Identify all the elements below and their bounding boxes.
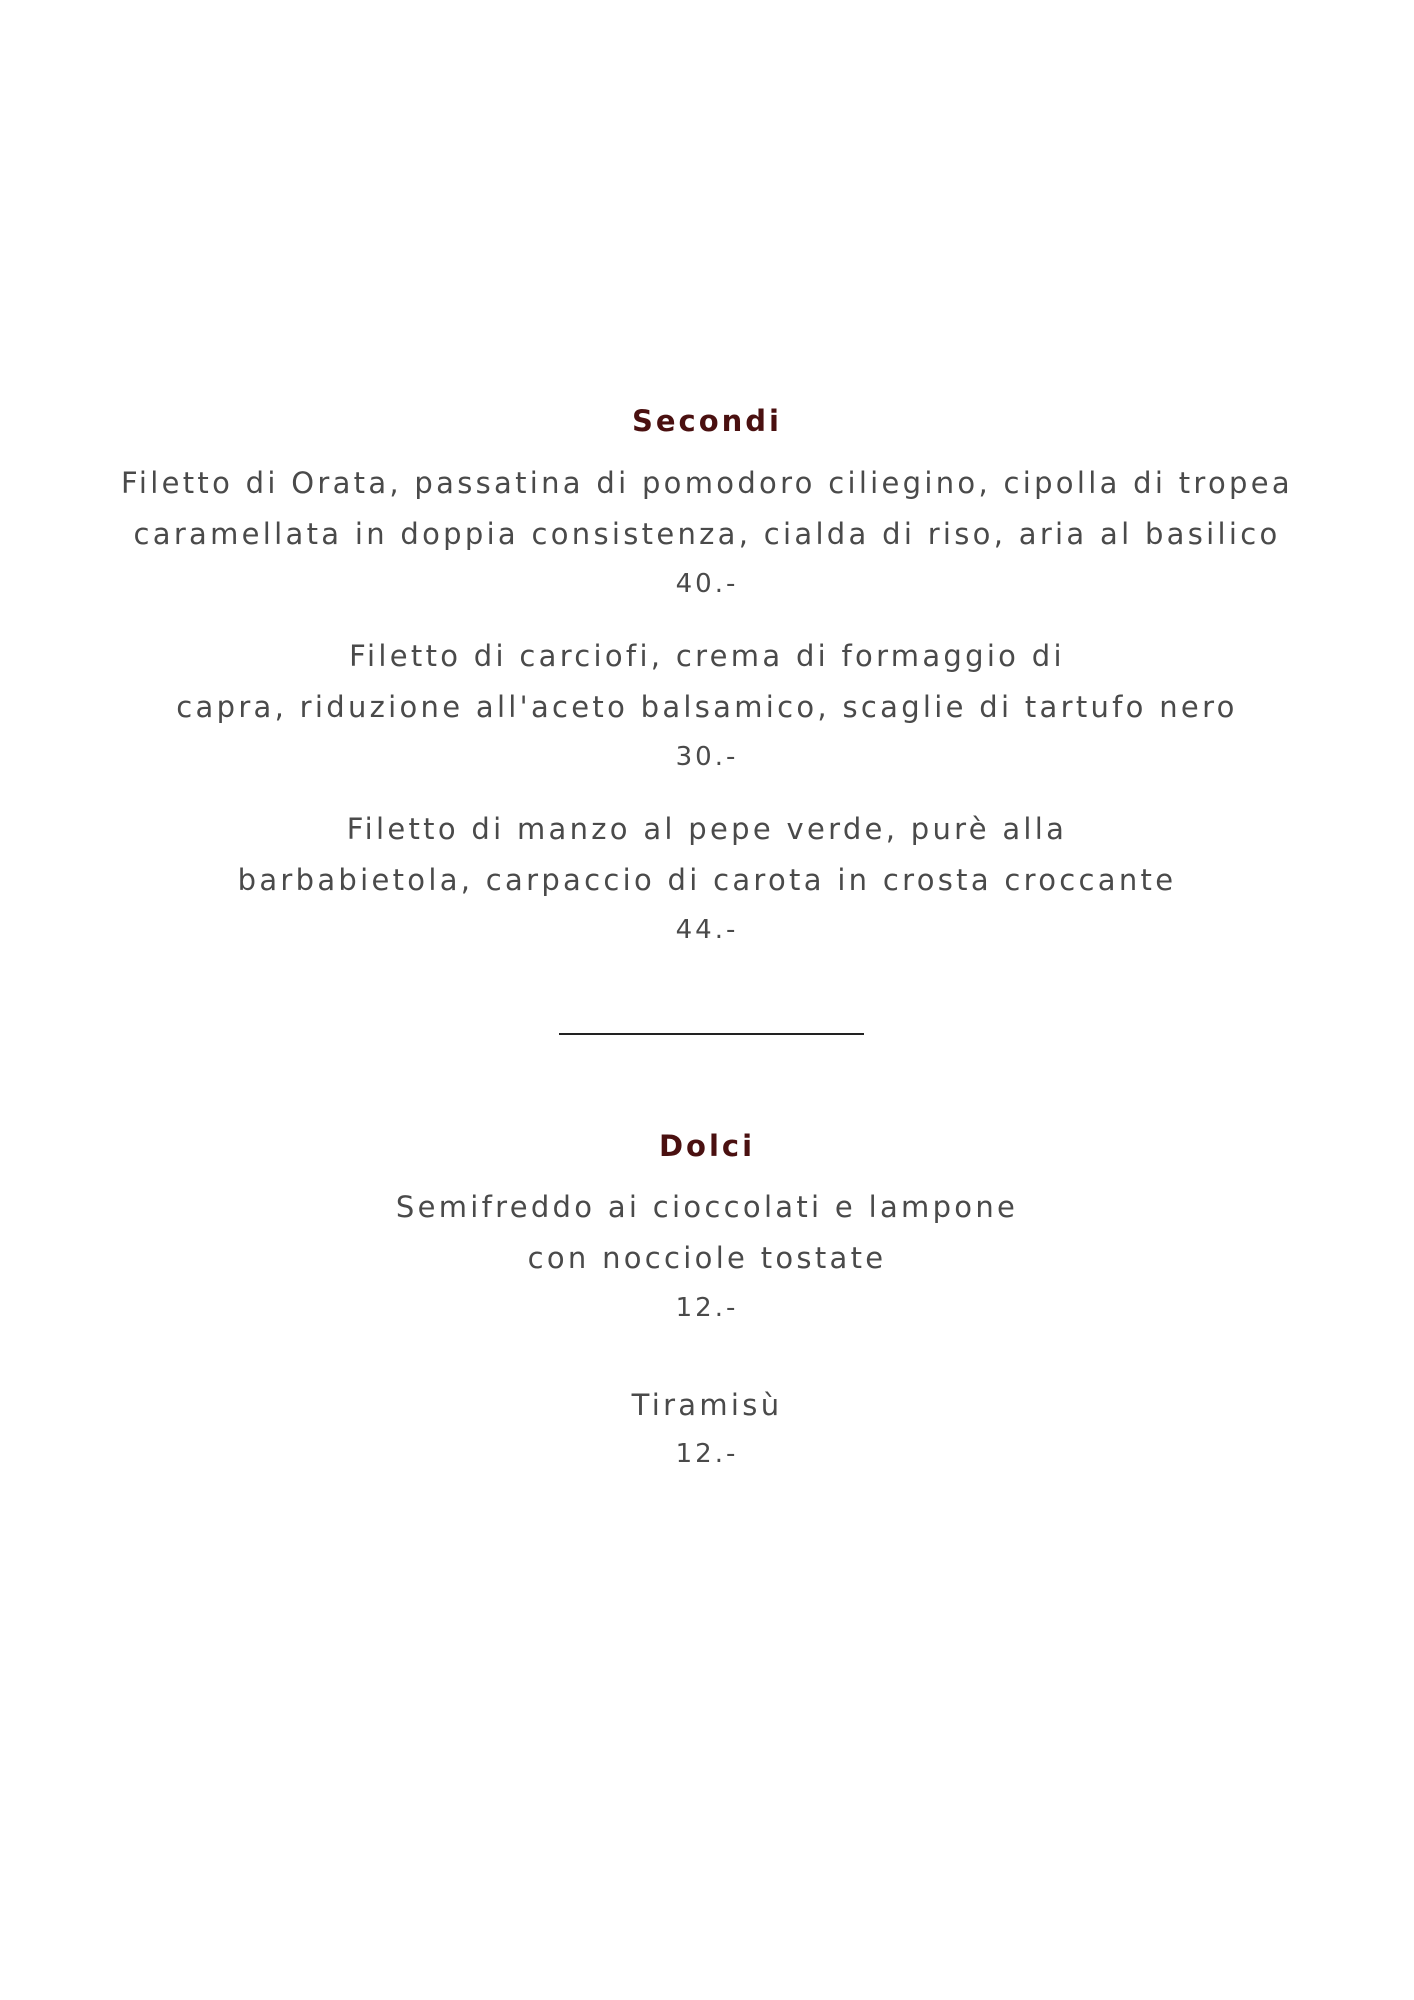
menu-item-description-line: Filetto di manzo al pepe verde, purè alla (346, 812, 1068, 846)
menu-item-description-line: Filetto di Orata, passatina di pomodoro ciliegino, cipolla di tropea (121, 466, 1293, 500)
menu-item-description-line: capra, riduzione all'aceto balsamico, scaglie di tartufo nero (176, 690, 1238, 724)
menu-item-description-line: caramellata in doppia consistenza, cialda di riso, aria al basilico (133, 517, 1281, 551)
section-heading-secondi: Secondi (631, 404, 782, 438)
menu-item-price: 40.- (675, 569, 739, 599)
menu-item-price: 12.- (675, 1293, 739, 1323)
menu-item-description-line: Tiramisù (631, 1388, 783, 1422)
menu-item-price: 44.- (675, 915, 739, 945)
menu-item-price: 12.- (675, 1439, 739, 1469)
section-divider (559, 1033, 864, 1035)
menu-item-description-line: con nocciole tostate (527, 1241, 887, 1275)
menu-item-description-line: Semifreddo ai cioccolati e lampone (395, 1190, 1019, 1224)
section-heading-dolci: Dolci (658, 1129, 756, 1163)
menu-item-description-line: barbabietola, carpaccio di carota in crosta croccante (237, 863, 1177, 897)
menu-item-price: 30.- (675, 742, 739, 772)
menu-item-description-line: Filetto di carciofi, crema di formaggio di (349, 639, 1065, 673)
